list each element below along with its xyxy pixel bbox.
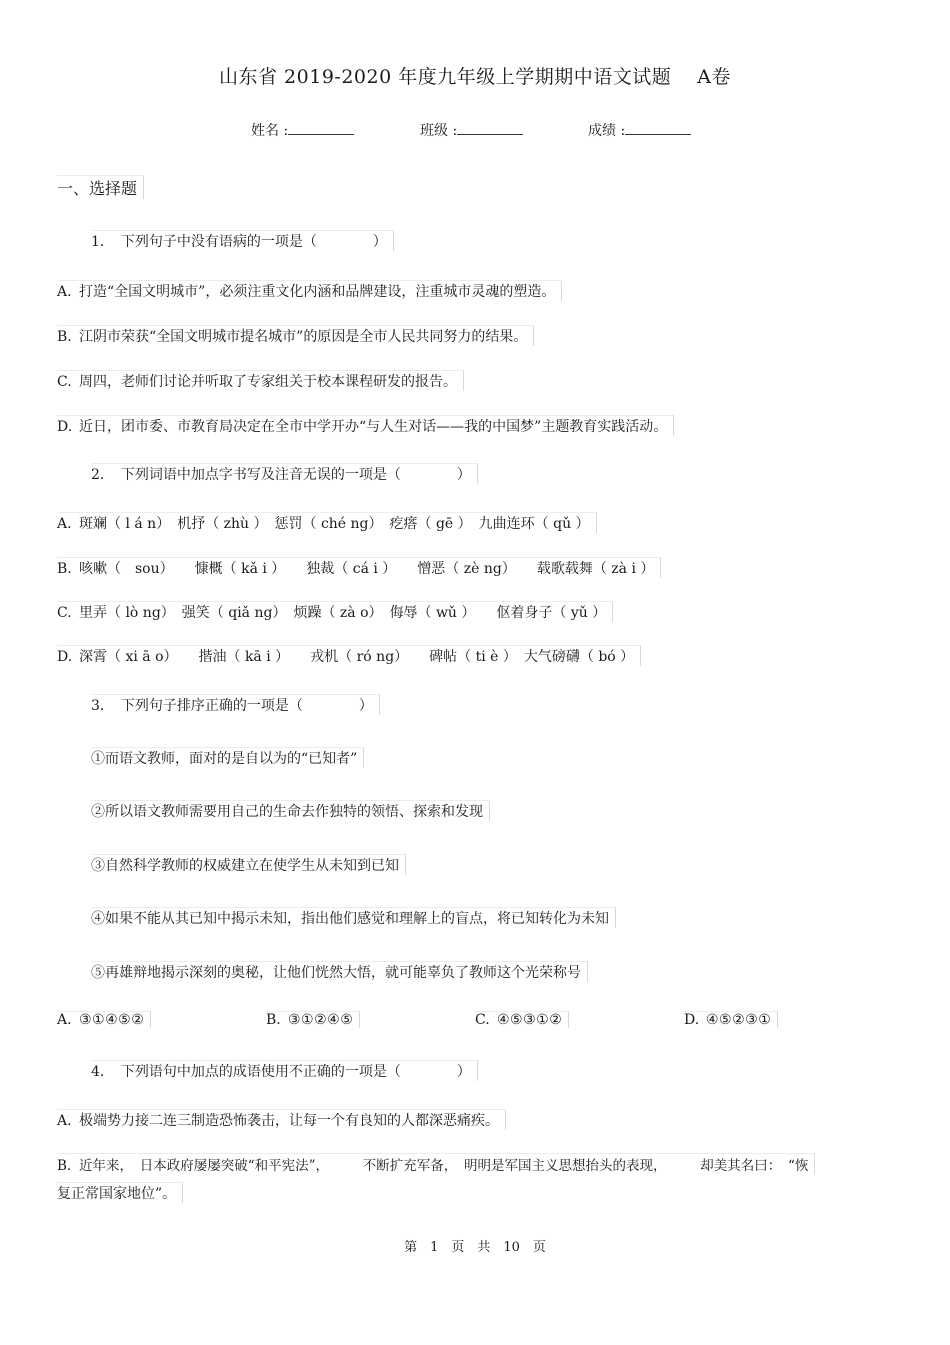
option-label: C. bbox=[475, 1012, 490, 1028]
option-text: ④⑤②③① bbox=[706, 1012, 772, 1028]
class-label: 班级 : bbox=[420, 123, 458, 139]
option-row bbox=[57, 280, 562, 301]
option-label: B. bbox=[57, 329, 72, 345]
score-field bbox=[588, 120, 691, 140]
option-text: ③①④⑤② bbox=[79, 1012, 145, 1028]
option-text: 深霄（ xi ā o） 揩油（ kā i ） 戎机（ ró ng） 碑帖（ ti è ） 大气磅礴（ bó ） bbox=[79, 649, 635, 665]
class-field bbox=[420, 120, 523, 140]
option-row bbox=[57, 1153, 815, 1174]
option-text: 咳嗽（ sou） 慷概（ kǎ i ） 独裁（ cá i ） 憎恶（ zè ng） 载歌载舞（ zà i ） bbox=[79, 561, 655, 577]
question-stem: 4． 下列语句中加点的成语使用不正确的一项是（ ） bbox=[91, 1060, 478, 1081]
option-row bbox=[57, 370, 464, 391]
option-label: A. bbox=[57, 1113, 72, 1129]
option-row bbox=[684, 1011, 778, 1028]
option-label: A. bbox=[57, 1012, 72, 1028]
option-label: D. bbox=[57, 649, 73, 665]
option-continuation: 复正常国家地位”。 bbox=[57, 1182, 183, 1203]
option-text: 近日，团市委、市教育局决定在全市中学开办“与人生对话——我的中国梦”主题教育实践活动。 bbox=[79, 419, 668, 435]
option-label: C. bbox=[57, 374, 72, 390]
option-text: 近年来， 日本政府屡屡突破“和平宪法”， 不断扩充军备， 明明是军国主义思想抬头的表现， 却美其名曰： “恢 bbox=[79, 1158, 809, 1174]
question-stem: 2． 下列词语中加点字书写及注音无误的一项是（ ） bbox=[91, 463, 478, 484]
option-label: B. bbox=[266, 1012, 281, 1028]
option-text: 江阴市荣获“全国文明城市提名城市”的原因是全市人民共同努力的结果。 bbox=[79, 329, 528, 345]
option-label: B. bbox=[57, 1158, 72, 1174]
option-label: D. bbox=[684, 1012, 700, 1028]
option-row bbox=[57, 1109, 506, 1130]
option-text: 里弄（ lò ng） 强笑（ qiǎ ng） 烦躁（ zà o） 侮辱（ wǔ ） 伛着身子（ yǔ ） bbox=[79, 605, 607, 621]
page-footer: 第 1 页 共 10 页 bbox=[404, 1240, 546, 1255]
question-stem: 1． 下列句子中没有语病的一项是（ ） bbox=[91, 230, 394, 251]
option-row bbox=[57, 557, 661, 578]
option-row bbox=[57, 601, 613, 622]
option-label: D. bbox=[57, 419, 73, 435]
option-text: 打造“全国文明城市”，必须注重文化内涵和品牌建设，注重城市灵魂的塑造。 bbox=[79, 284, 556, 300]
sentence-item: ⑤再雄辩地揭示深刻的奥秘，让他们恍然大悟，就可能辜负了教师这个光荣称号 bbox=[91, 961, 588, 982]
name-blank bbox=[288, 120, 354, 135]
page-title: 山东省 2019-2020 年度九年级上学期期中语文试题 A卷 bbox=[219, 66, 731, 88]
sentence-item: ②所以语文教师需要用自己的生命去作独特的领悟、探索和发现 bbox=[91, 800, 490, 821]
option-row bbox=[57, 325, 534, 346]
option-row bbox=[266, 1011, 360, 1028]
option-text: 周四，老师们讨论并听取了专家组关于校本课程研发的报告。 bbox=[79, 374, 457, 390]
score-label: 成绩 : bbox=[588, 123, 626, 139]
option-text: ③①②④⑤ bbox=[288, 1012, 354, 1028]
option-row bbox=[475, 1011, 569, 1028]
sentence-item: ①而语文教师，面对的是自以为的“已知者” bbox=[91, 747, 364, 768]
name-label: 姓名 : bbox=[251, 123, 289, 139]
option-label: C. bbox=[57, 605, 72, 621]
section-heading: 一、选择题 bbox=[57, 175, 144, 199]
score-blank bbox=[625, 120, 691, 135]
option-row bbox=[57, 1011, 151, 1028]
sentence-item: ③自然科学教师的权威建立在使学生从未知到已知 bbox=[91, 854, 406, 875]
option-label: B. bbox=[57, 561, 72, 577]
option-row bbox=[57, 415, 674, 436]
option-text: ④⑤③①② bbox=[497, 1012, 563, 1028]
class-blank bbox=[457, 120, 523, 135]
option-text: 斑斓（ l á n） 机抒（ zhù ） 惩罚（ ché ng） 疙瘩（ gē ） 九曲连环（ qǔ ） bbox=[79, 516, 590, 532]
option-label: A. bbox=[57, 516, 72, 532]
sentence-item: ④如果不能从其已知中揭示未知，指出他们感觉和理解上的盲点，将已知转化为未知 bbox=[91, 907, 616, 928]
option-row bbox=[57, 645, 641, 666]
option-text: 极端势力接二连三制造恐怖袭击，让每一个有良知的人都深恶痛疾。 bbox=[79, 1113, 499, 1129]
name-field bbox=[251, 120, 354, 140]
option-row bbox=[57, 512, 597, 533]
question-stem: 3． 下列句子排序正确的一项是（ ） bbox=[91, 694, 380, 715]
option-label: A. bbox=[57, 284, 72, 300]
